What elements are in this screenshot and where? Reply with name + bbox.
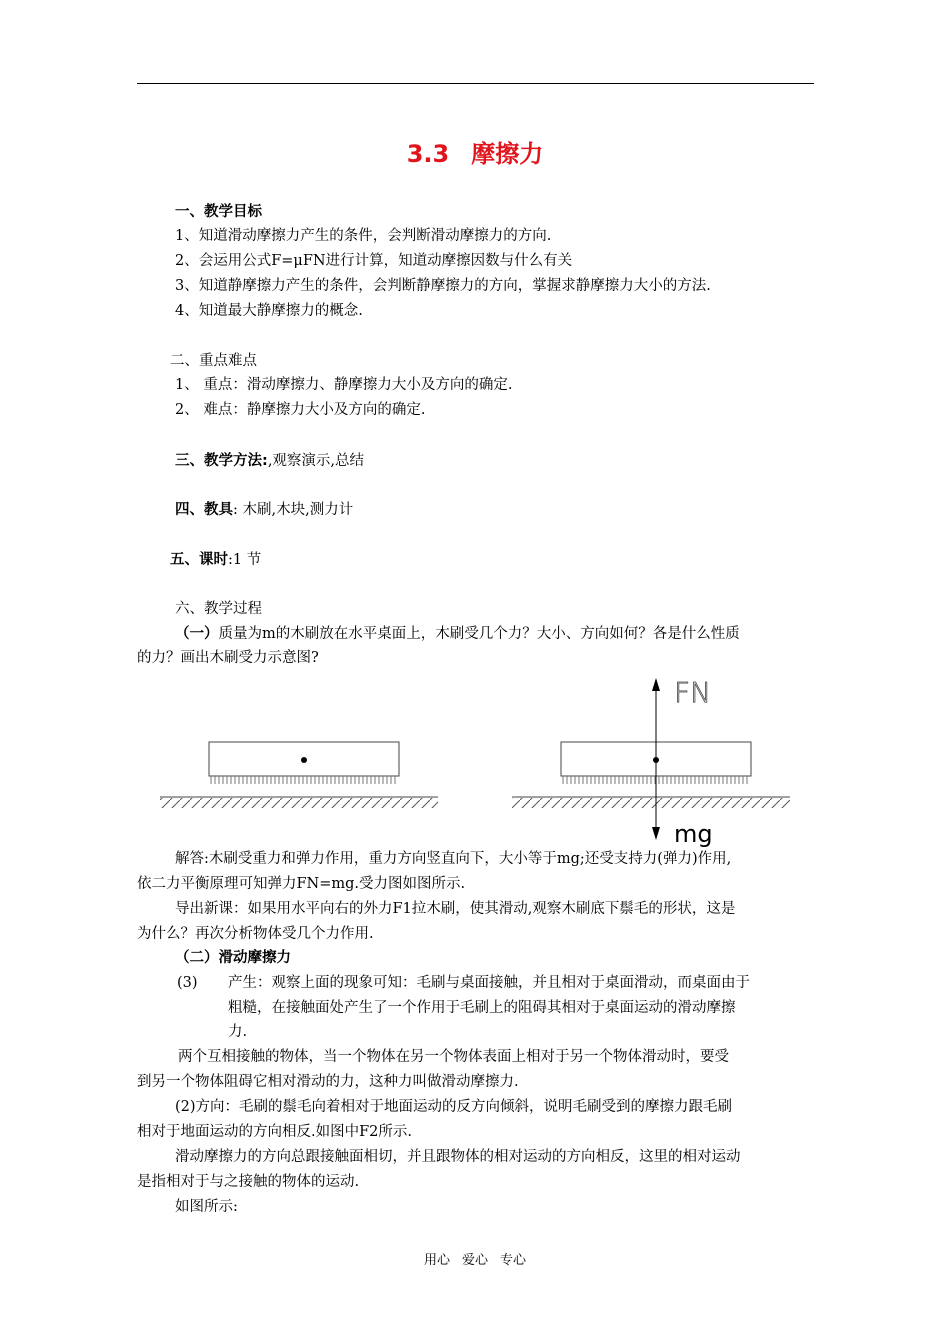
s6-q1-line2: 的力？画出木刷受力示意图? [137, 650, 319, 666]
s3-label: 三、教学方法: [175, 453, 268, 469]
part2-def-line1: 两个互相接触的物体，当一个物体在另一个物体表面上相对于另一个物体滑动时，要受 [178, 1049, 729, 1065]
s6-q1-label: （一） [175, 626, 219, 642]
left-scene [160, 742, 438, 808]
s6-heading: 六、教学过程 [175, 601, 262, 617]
s3-line [175, 451, 364, 471]
s1-item-3: 3、知道静摩擦力产生的条件，会判断静摩擦力的方向，掌握求静摩擦力大小的方法. [175, 278, 711, 294]
right-scene [512, 676, 790, 848]
part2-num: (3) [177, 975, 198, 991]
part2-rule-line1: 滑动摩擦力的方向总跟接触面相切，并且跟物体的相对运动的方向相反，这里的相对运动 [175, 1149, 741, 1165]
s4-label: 四、教具 [175, 502, 233, 518]
s5-line [170, 550, 261, 570]
s6-q1-text: 质量为m的木刷放在水平桌面上，木刷受几个力？大小、方向如何？各是什么性质 [218, 626, 740, 642]
s1-item-2: 2、会运用公式F=μFN进行计算，知道动摩擦因数与什么有关 [175, 253, 573, 269]
part2-see-fig: 如图所示: [175, 1199, 238, 1215]
part2-p3-line2: 粗糙，在接触面处产生了一个作用于毛刷上的阻碍其相对于桌面运动的滑动摩擦 [228, 1000, 736, 1016]
left-ground-hatch [160, 798, 438, 808]
footer-a: 用心 [423, 1253, 450, 1268]
part2-p3-line3: 力. [228, 1024, 248, 1040]
fn-label [674, 676, 711, 709]
title-text: 摩擦力 [471, 140, 544, 168]
s3-value: ,观察演示,总结 [267, 453, 365, 469]
s5-label: 五、课时 [170, 552, 228, 568]
mg-arrowhead [652, 827, 660, 840]
intro-line2: 为什么？再次分析物体受几个力作用. [137, 926, 374, 942]
s4-line [175, 500, 353, 520]
part2-dir-line2: 相对于地面运动的方向相反.如图中F2所示. [137, 1124, 413, 1140]
answer-line2: 依二力平衡原理可知弹力FN=mg.受力图如图所示. [137, 876, 466, 892]
part2-heading: （二）滑动摩擦力 [175, 950, 291, 966]
part2-p3-line1: 产生：观察上面的现象可知：毛刷与桌面接触，并且相对于桌面滑动，而桌面由于 [228, 975, 750, 991]
s4-value: : 木刷,木块,测力计 [233, 502, 354, 518]
page-title [0, 134, 950, 169]
fn-label-text: FN [674, 676, 712, 709]
s6-q1-line1 [175, 624, 740, 644]
mg-label: mg [674, 820, 713, 848]
part2-def-line2: 到另一个物体阻碍它相对滑动的力，这种力叫做滑动摩擦力. [137, 1074, 519, 1090]
force-diagram [150, 670, 810, 850]
s1-item-1: 1、知道滑动摩擦力产生的条件，会判断滑动摩擦力的方向. [175, 228, 552, 244]
s2-heading: 二、重点难点 [170, 353, 257, 369]
s1-item-4: 4、知道最大静摩擦力的概念. [175, 303, 363, 319]
answer-line1: 解答:木刷受重力和弹力作用，重力方向竖直向下，大小等于mg;还受支持力(弹力)作用, [175, 851, 732, 867]
title-number: 3.3 [406, 140, 450, 168]
part2-rule-line2: 是指相对于与之接触的物体的运动. [137, 1174, 360, 1190]
s2-item-2: 2、 难点：静摩擦力大小及方向的确定. [175, 402, 426, 418]
intro-line1: 导出新课：如果用水平向右的外力F1拉木刷，使其滑动,观察木刷底下鬃毛的形状，这是 [175, 901, 736, 917]
left-center-dot [301, 757, 307, 763]
header-rule [137, 83, 814, 84]
s2-item-1: 1、 重点：滑动摩擦力、静摩擦力大小及方向的确定. [175, 377, 513, 393]
page-footer [0, 1249, 950, 1268]
part2-dir-line1: (2)方向：毛刷的鬃毛向着相对于地面运动的反方向倾斜，说明毛刷受到的摩擦力跟毛刷 [175, 1099, 733, 1115]
footer-b: 爱心 [461, 1253, 488, 1268]
s1-heading: 一、教学目标 [175, 204, 262, 220]
left-brush-bristles [210, 776, 398, 784]
s5-value: :1 节 [228, 552, 262, 568]
footer-c: 专心 [500, 1253, 527, 1268]
right-ground-hatch [512, 798, 790, 808]
fn-arrowhead [652, 678, 660, 691]
